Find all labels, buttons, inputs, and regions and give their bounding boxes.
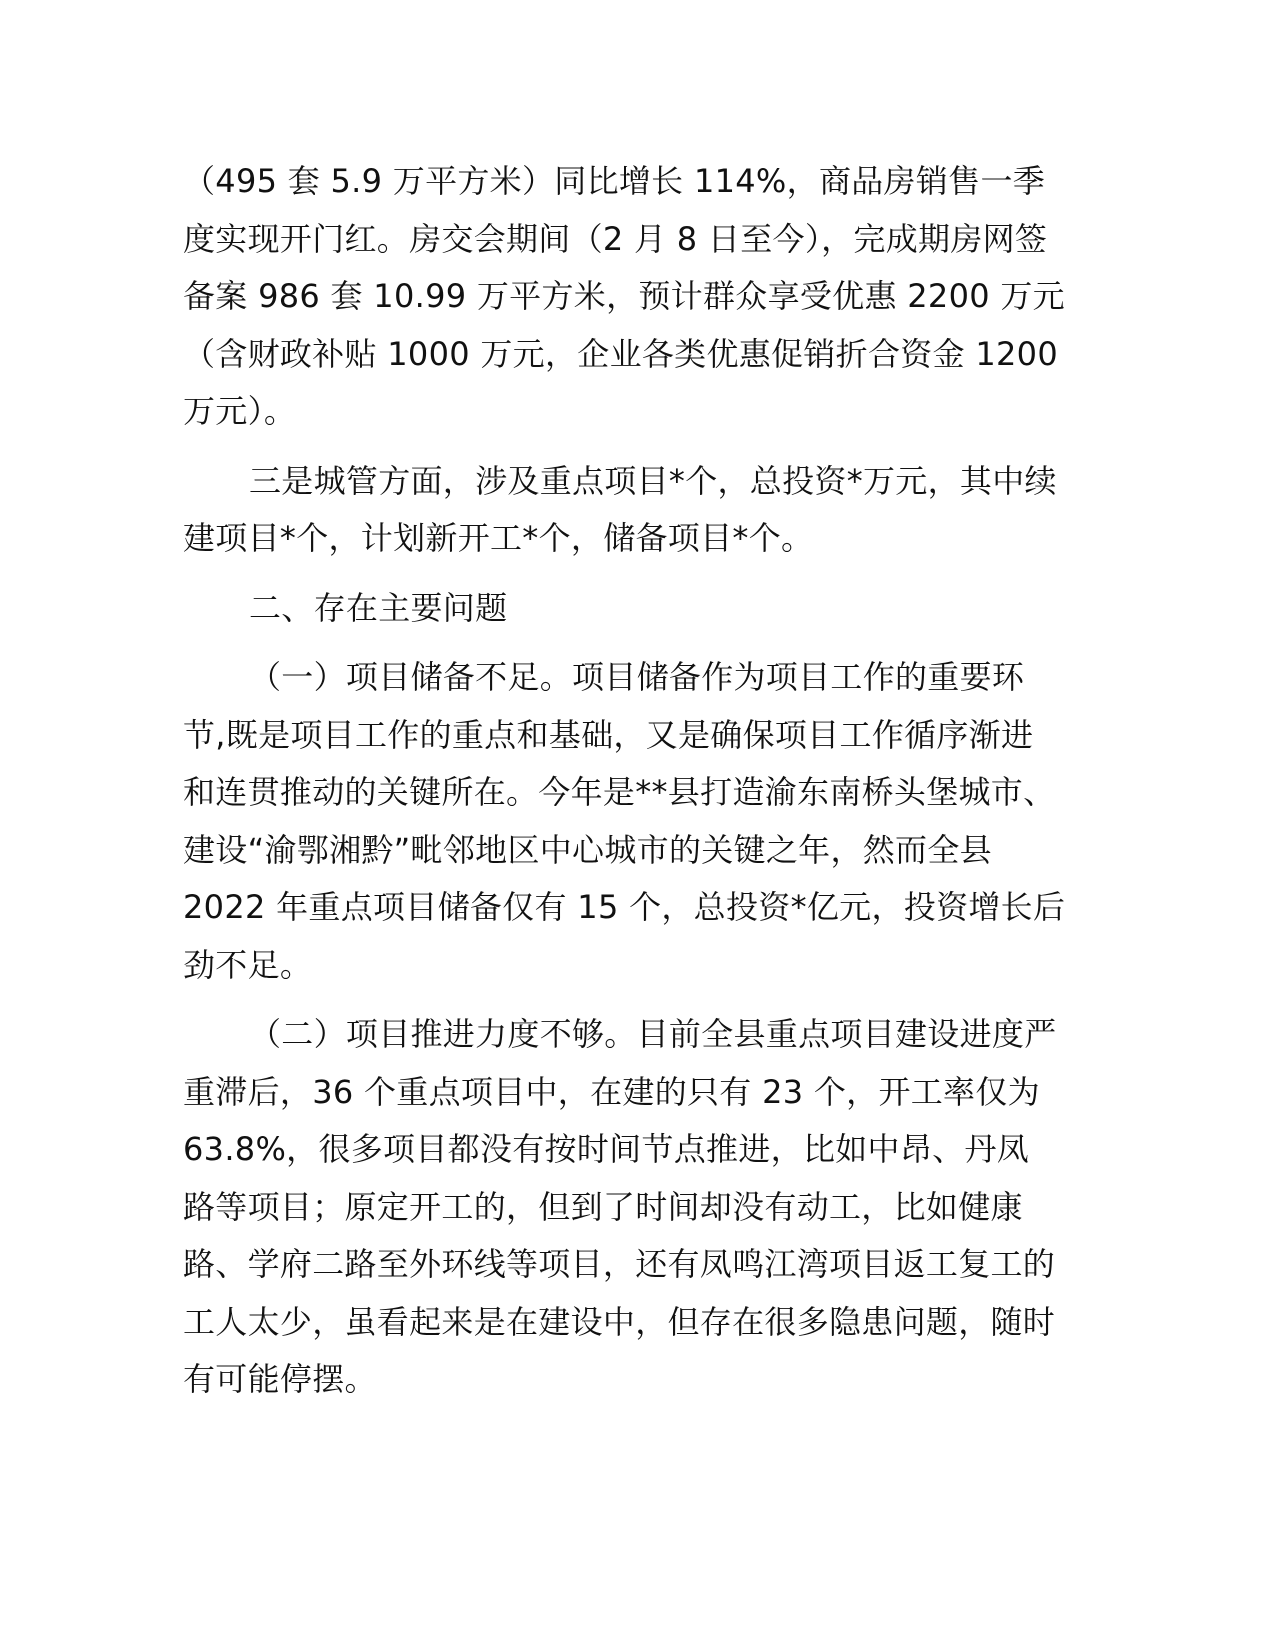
text-line: 三是城管方面，涉及重点项目*个，总投资*万元，其中续: [249, 461, 1057, 500]
paragraph-insufficient-progress: [183, 1006, 1095, 1409]
text-line: 度实现开门红。房交会期间（2 月 8 日至今），完成期房网签: [183, 219, 1048, 258]
text-line: 工人太少，虽看起来是在建设中，但存在很多隐患问题，随时: [183, 1302, 1056, 1341]
text-line: 路等项目；原定开工的，但到了时间却没有动工，比如健康: [183, 1187, 1023, 1226]
text-line: 63.8%，很多项目都没有按时间节点推进，比如中昂、丹凤: [183, 1130, 1030, 1168]
text-line: 和连贯推动的关键所在。今年是**县打造渝东南桥头堡城市、: [183, 773, 1056, 811]
text-line: 建设“渝鄂湘黔”毗邻地区中心城市的关键之年，然而全县: [183, 830, 992, 869]
paragraph-housing-sales: [183, 153, 1095, 441]
text-line: （495 套 5.9 万平方米）同比增长 114%，商品房销售一季: [183, 162, 1046, 200]
text-line: 有可能停摆。: [183, 1360, 377, 1398]
text-line: 万元）。: [183, 392, 297, 430]
section-heading-main-problems: [183, 580, 1095, 638]
text-line: 2022 年重点项目储备仅有 15 个，总投资*亿元，投资增长后: [183, 888, 1066, 926]
text-line: 备案 986 套 10.99 万平方米，预计群众享受优惠 2200 万元: [183, 277, 1065, 315]
text-line: 二、存在主要问题: [249, 588, 508, 627]
text-line: 节,既是项目工作的重点和基础，又是确保项目工作循序渐进: [183, 715, 1034, 754]
text-line: （含财政补贴 1000 万元，企业各类优惠促销折合资金 1200: [183, 334, 1058, 373]
text-line: 建项目*个，计划新开工*个，储备项目*个。: [183, 519, 814, 557]
paragraph-urban-management: [183, 453, 1095, 568]
paragraph-insufficient-reserve: [183, 649, 1095, 994]
text-line: 重滞后，36 个重点项目中，在建的只有 23 个，开工率仅为: [183, 1072, 1040, 1111]
text-line: （一）项目储备不足。项目储备作为项目工作的重要环: [249, 658, 1025, 696]
document-body: [183, 153, 1095, 1409]
text-line: 路、学府二路至外环线等项目，还有凤鸣江湾项目返工复工的: [183, 1245, 1056, 1283]
text-line: 劲不足。: [183, 945, 313, 984]
text-line: （二）项目推进力度不够。目前全县重点项目建设进度严: [249, 1015, 1057, 1053]
